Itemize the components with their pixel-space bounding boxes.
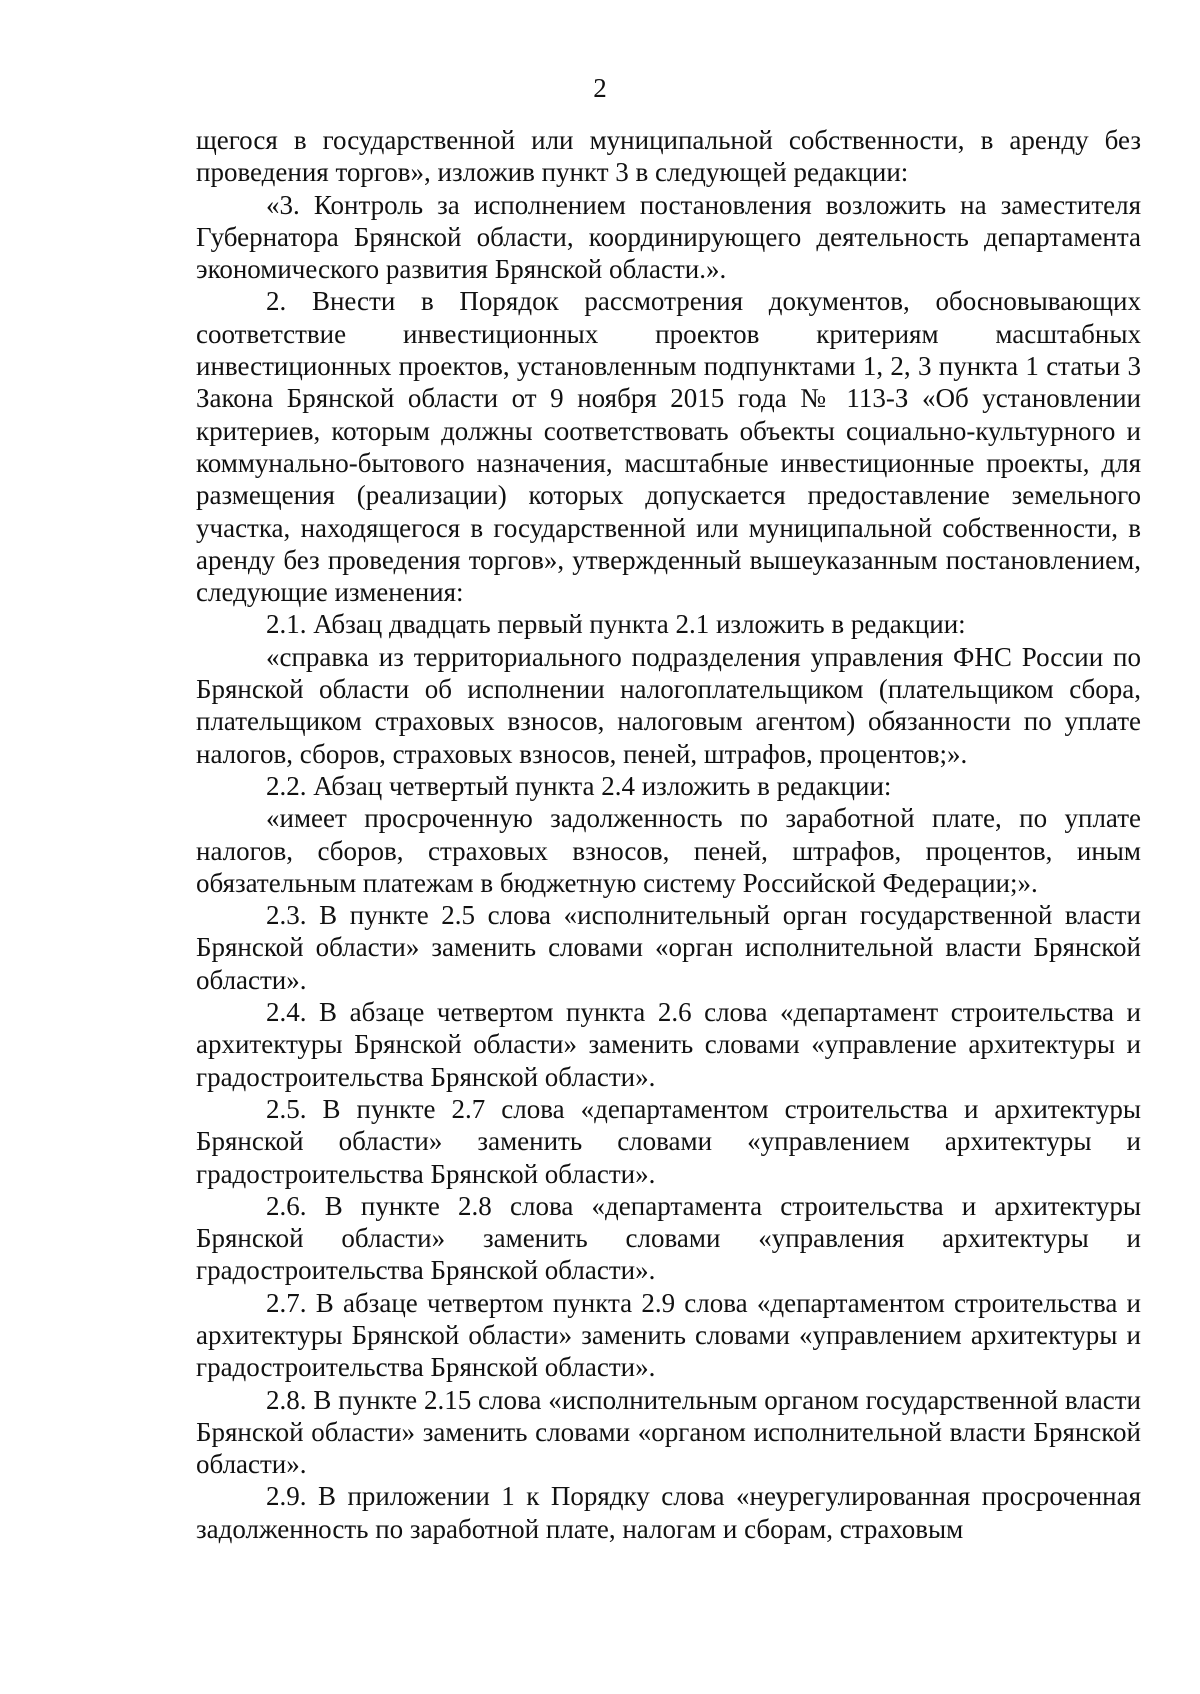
paragraph: 2. Внести в Порядок рассмотрения документов, обосновывающих соответствие инвестиционных проектов критериям масштабных инвестиционных проектов, установленным подпунктами 1, 2, 3 пункта 1 статьи 3 Закона Брянской области от 9 ноября 2015 года № 113-З «Об установлении критериев, которым должны соответствовать объекты социально-культурного и коммунально-бытового назначения, масштабные инвестиционные проекты, для размещения (реализации) которых допускается предоставление земельного участка, находящегося в государственной или муниципальной собственности, в аренду без проведения торгов», утвержденный вышеуказанным постановлением, следующие изменения: [196,286,1141,608]
paragraph: щегося в государственной или муниципальной собственности, в аренду без проведения торгов», изложив пункт 3 в следующей редакции: [196,125,1141,188]
paragraph: 2.5. В пункте 2.7 слова «департаментом строительства и архитектуры Брянской области» заменить словами «управлением архитектуры и градостроительства Брянской области». [196,1093,1141,1189]
paragraph: 2.1. Абзац двадцать первый пункта 2.1 изложить в редакции: [266,609,966,640]
paragraph: 2.3. В пункте 2.5 слова «исполнительный орган государственной власти Брянской области» заменить словами «орган исполнительной власти Брянской области». [196,900,1141,995]
paragraph: «3. Контроль за исполнением постановления возложить на заместителя Губернатора Брянской области, координирующего деятельность департамента экономического развития Брянской области.». [196,189,1141,285]
paragraph: «имеет просроченную задолженность по заработной плате, по уплате налогов, сборов, страховых взносов, пеней, штрафов, процентов, иным обязательным платежам в бюджетную систему Российской Федерации;». [196,803,1141,898]
page-number: 2 [593,73,607,103]
paragraph: 2.4. В абзаце четвертом пункта 2.6 слова «департамент строительства и архитектуры Брянской области» заменить словами «управление архитектуры и градостроительства Брянской области». [196,997,1141,1092]
paragraph: 2.8. В пункте 2.15 слова «исполнительным органом государственной власти Брянской области» заменить словами «органом исполнительной власти Брянской области». [196,1384,1141,1480]
paragraph: 2.7. В абзаце четвертом пункта 2.9 слова «департаментом строительства и архитектуры Брянской области» заменить словами «управлением архитектуры и градостроительства Брянской области». [196,1287,1141,1383]
paragraph: 2.2. Абзац четвертый пункта 2.4 изложить в редакции: [266,770,892,801]
paragraph: 2.9. В приложении 1 к Порядку слова «неурегулированная просроченная задолженность по заработной плате, налогам и сборам, страховым [196,1481,1141,1544]
paragraph: «справка из территориального подразделения управления ФНС России по Брянской области об исполнении налогоплательщиком (плательщиком сбора, плательщиком страховых взносов, налоговым агентом) обязанности по уплате налогов, сборов, страховых взносов, пеней, штрафов, процентов;». [196,641,1141,769]
paragraph: 2.6. В пункте 2.8 слова «департамента строительства и архитектуры Брянской области» заменить словами «управления архитектуры и градостроительства Брянской области». [196,1190,1141,1286]
document-body [196,124,1141,1545]
